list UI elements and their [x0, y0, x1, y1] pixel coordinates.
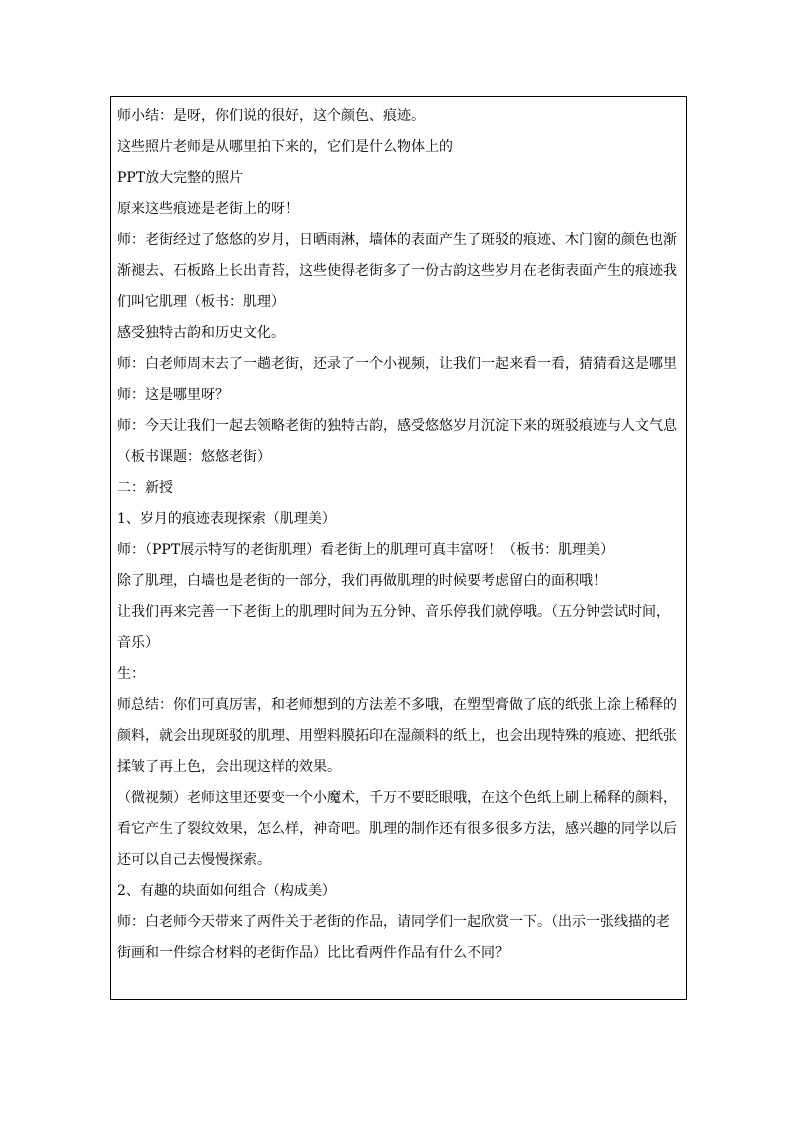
text-line: 让我们再来完善一下老街上的肌理时间为五分钟、音乐停我们就停哦。（五分钟尝试时间，: [117, 604, 670, 620]
text-line: 这些照片老师是从哪里拍下来的，它们是什么物体上的: [117, 139, 453, 155]
text-line: 街画和一件综合材料的老街作品）比比看两件作品有什么不同？: [117, 945, 509, 961]
text-line: 生：: [117, 666, 145, 682]
text-line: 揉皱了再上色，会出现这样的效果。: [117, 759, 341, 775]
text-line: 们叫它肌理（板书：肌理）: [117, 294, 285, 310]
text-line: 还可以自己去慢慢探索。: [117, 852, 271, 868]
text-line: （微视频）老师这里还要变一个小魔术，千万不要眨眼哦，在这个色纸上刷上稀释的颜料，: [117, 790, 677, 806]
text-line: PPT放大完整的照片: [117, 170, 244, 186]
text-line: （板书课题：悠悠老街）: [117, 449, 271, 465]
subsection-heading: 2、有趣的块面如何组合（构成美）: [117, 883, 336, 899]
text-line: 除了肌理，白墙也是老街的一部分，我们再做肌理的时候要考虑留白的面积哦！: [117, 573, 607, 589]
text-line: 师：白老师周末去了一趟老街，还录了一个小视频，让我们一起来看一看，猜猜看这是哪里: [117, 356, 677, 372]
text-line: 师：老街经过了悠悠的岁月，日晒雨淋，墙体的表面产生了斑驳的痕迹、木门窗的颜色也渐: [117, 232, 677, 248]
text-line: 渐褪去、石板路上长出青苔，这些使得老街多了一份古韵这些岁月在老街表面产生的痕迹我: [117, 263, 677, 279]
text-line: 师：（PPT展示特写的老街肌理）看老街上的肌理可真丰富呀！（板书：肌理美）: [117, 542, 615, 558]
text-line: 师：白老师今天带来了两件关于老街的作品，请同学们一起欣赏一下。（出示一张线描的老: [117, 914, 670, 930]
section-heading: 二：新授: [117, 480, 173, 496]
text-line: 音乐）: [117, 635, 159, 651]
text-line: 师小结：是呀，你们说的很好，这个颜色、痕迹。: [117, 108, 425, 124]
text-line: 原来这些痕迹是老街上的呀！: [117, 201, 299, 217]
text-line: 师：这是哪里呀？: [117, 387, 229, 403]
text-line: 看它产生了裂纹效果，怎么样，神奇吧。肌理的制作还有很多很多方法，感兴趣的同学以后: [117, 821, 677, 837]
text-line: 师总结：你们可真厉害，和老师想到的方法差不多哦，在塑型膏做了底的纸张上涂上稀释的: [117, 697, 677, 713]
text-line: 师：今天让我们一起去领略老街的独特古韵，感受悠悠岁月沉淀下来的斑驳痕迹与人文气息: [117, 418, 677, 434]
text-line: 颜料，就会出现斑驳的肌理、用塑料膜拓印在湿颜料的纸上，也会出现特殊的痕迹、把纸张: [117, 728, 677, 744]
document-body: [117, 101, 683, 969]
text-line: 感受独特古韵和历史文化。: [117, 325, 285, 341]
subsection-heading: 1、岁月的痕迹表现探索（肌理美）: [117, 511, 336, 527]
